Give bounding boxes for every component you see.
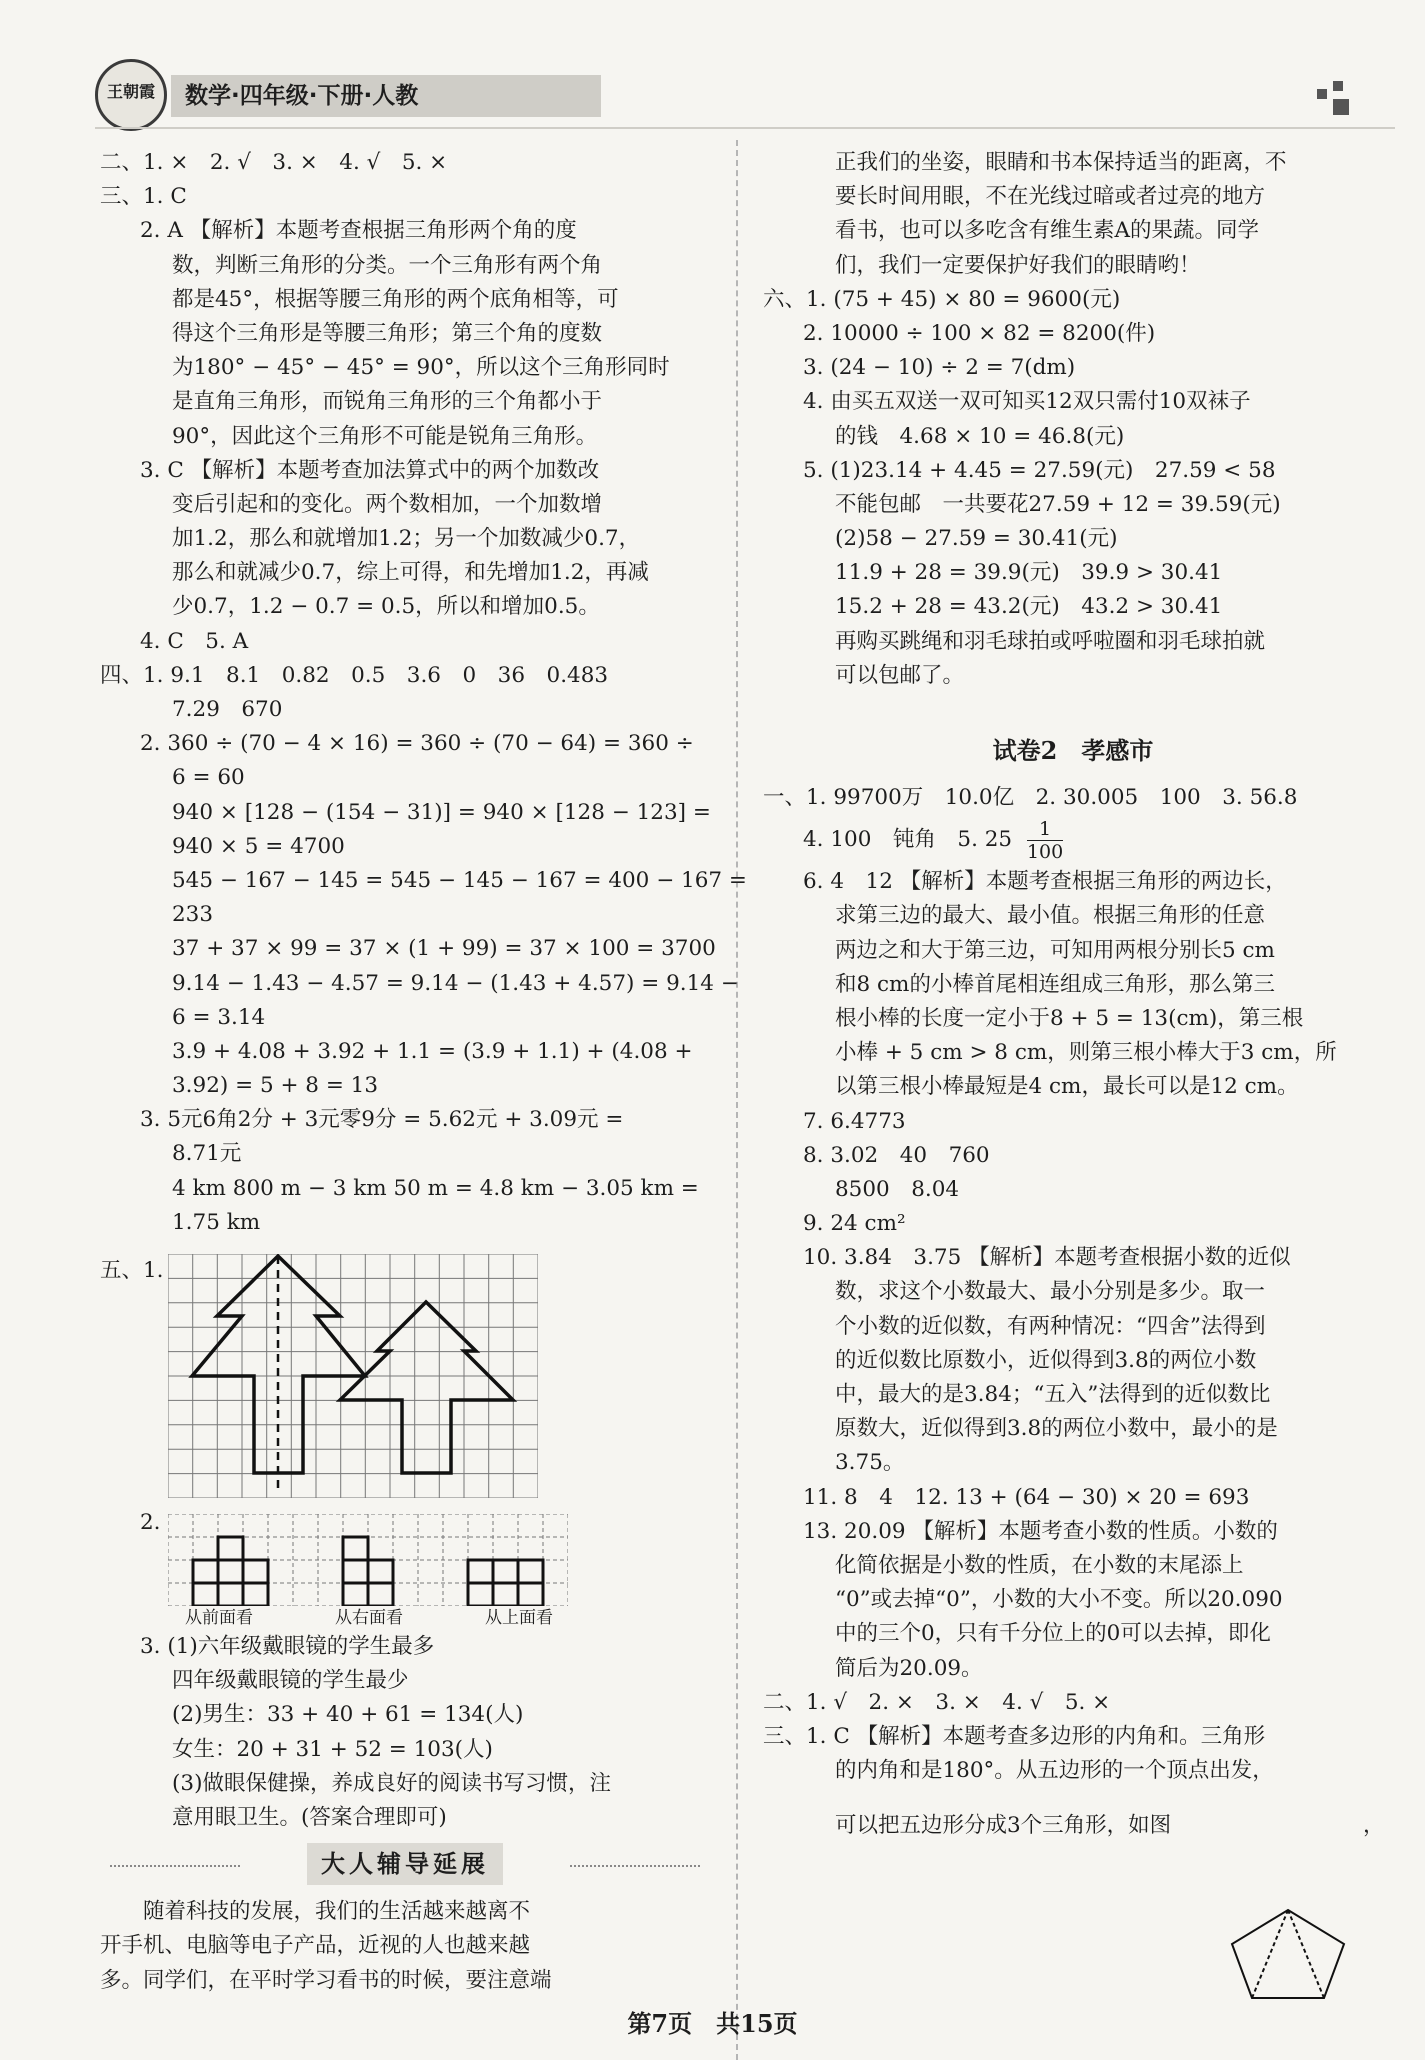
last-line-text: 可以把五边形分成3个三角形，如图 [835, 1813, 1172, 1839]
text-line: 那么和就减少0.7，综上可得，和先增加1.2，再减 [172, 560, 649, 586]
text-line: 女生：20 + 31 + 52 = 103(人) [172, 1736, 493, 1762]
view-label-right: 从右面看 [335, 1608, 403, 1628]
text-line: 个小数的近似数，有两种情况：“四舍”法得到 [835, 1313, 1266, 1339]
text-line: 940 × [128 − (154 − 31)] = 940 × [128 − 123] = [172, 799, 711, 825]
right-column [763, 146, 1383, 1848]
fraction [1027, 818, 1063, 863]
text-line: 11. 8 4 12. 13 + (64 − 30) × 20 = 693 [803, 1484, 1250, 1510]
text-line: 都是45°，根据等腰三角形的两个底角相等，可 [172, 286, 619, 312]
text-line: 2. 360 ÷ (70 − 4 × 16) = 360 ÷ (70 − 64) = 360 ÷ [140, 731, 694, 757]
last-line-comma: ， [1363, 1813, 1385, 1839]
text-line: 变后引起和的变化。两个数相加，一个加数增 [172, 491, 603, 517]
text-line: (3)做眼保健操，养成良好的阅读书写习惯，注 [172, 1770, 611, 1796]
text-line: 要长时间用眼，不在光线过暗或者过亮的地方 [835, 184, 1266, 210]
text-line: 8.71元 [172, 1141, 242, 1167]
text-line: 8. 3.02 40 760 [803, 1142, 990, 1168]
text-line: 三、1. C 【解析】本题考查多边形的内角和。三角形 [763, 1723, 1266, 1749]
text-line: 中，最大的是3.84；“五入”法得到的近似数比 [835, 1382, 1271, 1407]
answers-left [100, 146, 747, 1240]
answers-paper2-b [763, 865, 1383, 1788]
text-line: 再购买跳绳和羽毛球拍或呼啦圈和羽毛球拍就 [835, 628, 1266, 654]
answers-left-2 [100, 1630, 710, 1835]
text-line: 加1.2，那么和就增加1.2；另一个加数减少0.7， [172, 526, 641, 552]
text-line: 三、1. C [100, 184, 187, 210]
text-line: 10. 3.84 3.75 【解析】本题考查根据小数的近似 [803, 1245, 1291, 1271]
text-line: 简后为20.09。 [835, 1655, 983, 1681]
text-line: 两边之和大于第三边，可知用两根分别长5 cm [835, 937, 1275, 963]
text-line: 3.75。 [835, 1450, 905, 1476]
page-number: 第7页 共15页 [627, 2009, 798, 2038]
extension-line: 多。同学们，在平时学习看书的时候，要注意端 [100, 1967, 552, 1993]
text-line: (2)58 − 27.59 = 30.41(元) [835, 526, 1118, 552]
text-line: 看书，也可以多吃含有维生素A的果蔬。同学 [835, 218, 1260, 244]
text-line: 为180° − 45° − 45° = 90°，所以这个三角形同时 [172, 355, 670, 381]
text-line: 9. 24 cm² [803, 1211, 906, 1237]
page-header [95, 45, 1395, 125]
column-divider [736, 140, 738, 2060]
fraction-line-prefix: 4. 100 钝角 5. 25 [803, 827, 1013, 853]
text-line: 7. 6.4773 [803, 1108, 906, 1134]
text-line: 3. (24 − 10) ÷ 2 = 7(dm) [803, 355, 1076, 381]
fraction-line [763, 815, 1383, 865]
extension-line: 随着科技的发展，我们的生活越来越离不 [100, 1899, 531, 1925]
text-line: 少0.7，1.2 − 0.7 = 0.5，所以和增加0.5。 [172, 594, 600, 620]
text-line: 9.14 − 1.43 − 4.57 = 9.14 − (1.43 + 4.57) = 9.14 − [172, 970, 739, 996]
text-line: 1.75 km [172, 1209, 261, 1235]
text-line: 可以包邮了。 [835, 662, 965, 688]
text-line: 以第三根小棒最短是4 cm，最长可以是12 cm。 [835, 1074, 1299, 1100]
question-label: 五、1. [100, 1258, 164, 1283]
text-line: 2. 10000 ÷ 100 × 82 = 8200(件) [803, 320, 1156, 346]
paper-title: 试卷2 孝感市 [992, 736, 1154, 765]
answers-right [763, 146, 1383, 693]
text-line: 3. (1)六年级戴眼镜的学生最多 [140, 1634, 435, 1659]
text-line: 们，我们一定要保护好我们的眼睛哟！ [835, 252, 1201, 278]
text-line: 6 = 3.14 [172, 1004, 266, 1030]
text-line: 11.9 + 28 = 39.9(元) 39.9 > 30.41 [835, 560, 1223, 586]
text-line: 的钱 4.68 × 10 = 46.8(元) [835, 423, 1125, 449]
fraction-denominator: 100 [1026, 840, 1064, 863]
text-line: 6. 4 12 【解析】本题考查根据三角形的两边长， [803, 869, 1287, 895]
text-line: 5. (1)23.14 + 4.45 = 27.59(元) 27.59 < 58 [803, 457, 1276, 483]
text-line: 中的三个0，只有千分位上的0可以去掉，即化 [835, 1621, 1271, 1647]
text-line: 7.29 670 [172, 697, 283, 722]
answers-paper2-a [763, 781, 1383, 815]
book-title: 数学·四年级·下册·人教 [171, 75, 601, 117]
text-line: 940 × 5 = 4700 [172, 833, 345, 859]
text-line: 正我们的坐姿，眼睛和书本保持适当的距离，不 [835, 150, 1287, 175]
text-line: 90°，因此这个三角形不可能是锐角三角形。 [172, 423, 598, 449]
view-label-front: 从前面看 [185, 1608, 253, 1628]
text-line: 3.92) = 5 + 8 = 13 [172, 1073, 379, 1099]
text-line: 原数大，近似得到3.8的两位小数中，最小的是 [835, 1416, 1278, 1442]
text-line: 化简依据是小数的性质，在小数的末尾添上 [835, 1552, 1244, 1578]
text-line: 233 [172, 902, 214, 928]
text-line: 不能包邮 一共要花27.59 + 12 = 39.59(元) [835, 491, 1281, 517]
corner-square-icon [1333, 81, 1343, 91]
extension-banner [100, 1843, 710, 1889]
text-line: 四年级戴眼镜的学生最少 [172, 1668, 409, 1694]
three-views-figure [100, 1504, 710, 1630]
text-line: 小棒 + 5 cm > 8 cm，则第三根小棒大于3 cm，所 [835, 1040, 1337, 1066]
text-line: 根小棒的长度一定小于8 + 5 = 13(cm)，第三根 [835, 1005, 1304, 1031]
text-line: 二、1. × 2. √ 3. × 4. √ 5. × [100, 150, 448, 175]
views-grid [168, 1514, 568, 1606]
text-line: 数，求这个小数最大、最小分别是多少。取一 [835, 1279, 1266, 1305]
text-line: 是直角三角形，而锐角三角形的三个角都小于 [172, 389, 603, 415]
text-line: 得这个三角形是等腰三角形；第三个角的度数 [172, 320, 603, 346]
text-line: 的内角和是180°。从五边形的一个顶点出发， [835, 1758, 1274, 1784]
text-line: 3. C 【解析】本题考查加法算式中的两个加数改 [140, 457, 600, 483]
grid-figure [168, 1254, 538, 1498]
left-column [100, 146, 747, 1998]
corner-square-icon [1317, 89, 1327, 99]
extension-text [100, 1895, 710, 1998]
text-line: 4. C 5. A [140, 628, 249, 654]
text-line: 13. 20.09 【解析】本题考查小数的性质。小数的 [803, 1518, 1278, 1544]
text-line: 数，判断三角形的分类。一个三角形有两个角 [172, 252, 603, 278]
text-line: 3.9 + 4.08 + 3.92 + 1.1 = (3.9 + 1.1) + (4.08 + [172, 1038, 693, 1064]
text-line: 2. A 【解析】本题考查根据三角形两个角的度 [140, 218, 577, 244]
question-label: 2. [140, 1510, 161, 1535]
pentagon-figure [1228, 1906, 1348, 2002]
text-line: 8500 8.04 [835, 1176, 960, 1202]
text-line: 3. 5元6角2分 + 3元零9分 = 5.62元 + 3.09元 = [140, 1107, 624, 1133]
text-line: 二、1. √ 2. × 3. × 4. √ 5. × [763, 1689, 1111, 1715]
text-line: 求第三边的最大、最小值。根据三角形的任意 [835, 903, 1266, 929]
text-line: 6 = 60 [172, 765, 245, 791]
text-line: 545 − 167 − 145 = 545 − 145 − 167 = 400 − 167 = [172, 867, 747, 893]
publisher-logo: 王朝霞 [95, 59, 167, 131]
banner-title: 大人辅导延展 [307, 1843, 503, 1885]
text-line: 一、1. 99700万 10.0亿 2. 30.005 100 3. 56.8 [763, 785, 1298, 810]
view-label-top: 从上面看 [485, 1608, 553, 1628]
corner-square-icon [1333, 99, 1349, 115]
text-line: 15.2 + 28 = 43.2(元) 43.2 > 30.41 [835, 594, 1223, 620]
extension-line: 开手机、电脑等电子产品，近视的人也越来越 [100, 1933, 531, 1959]
text-line: 的近似数比原数小，近似得到3.8的两位小数 [835, 1347, 1257, 1373]
text-line: 四、1. 9.1 8.1 0.82 0.5 3.6 0 36 0.483 [100, 662, 609, 688]
text-line: 37 + 37 × 99 = 37 × (1 + 99) = 37 × 100 = 3700 [172, 936, 716, 962]
fraction-numerator: 1 [1027, 818, 1063, 841]
text-line: 4 km 800 m − 3 km 50 m = 4.8 km − 3.05 km = [172, 1175, 699, 1201]
text-line: (2)男生：33 + 40 + 61 = 134(人) [172, 1702, 524, 1728]
text-line: 六、1. (75 + 45) × 80 = 9600(元) [763, 286, 1121, 312]
text-line: “0”或去掉“0”，小数的大小不变。所以20.090 [835, 1587, 1283, 1613]
text-line: 4. 由买五双送一双可知买12双只需付10双袜子 [803, 389, 1251, 415]
symmetry-figure [100, 1254, 710, 1504]
text-line: 和8 cm的小棒首尾相连组成三角形，那么第三 [835, 971, 1275, 997]
header-rule [95, 127, 1395, 129]
text-line: 意用眼卫生。(答案合理即可) [172, 1804, 447, 1830]
last-line [763, 1788, 1383, 1848]
